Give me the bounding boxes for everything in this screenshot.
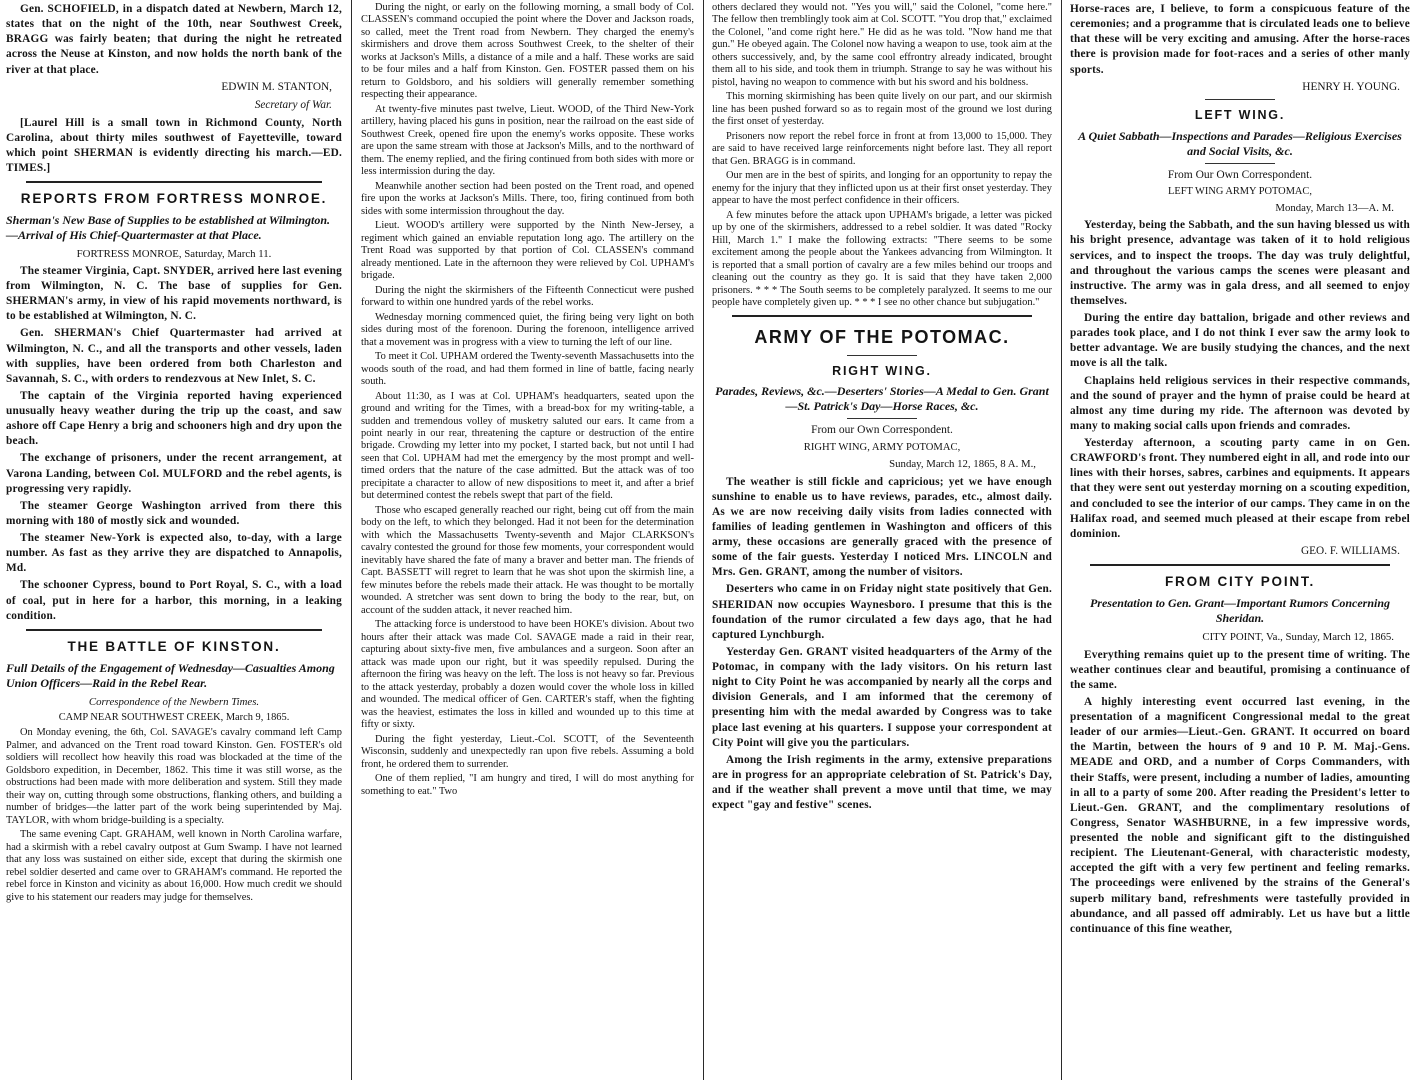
dateline-left-wing: LEFT WING ARMY POTOMAC,: [1168, 185, 1312, 197]
column-rule: [1061, 0, 1062, 1080]
headline-army-of-the-potomac: ARMY OF THE POTOMAC.: [754, 326, 1010, 347]
signature-title: Secretary of War.: [254, 98, 332, 111]
short-rule: [1205, 99, 1275, 100]
article-paragraph: During the fight yesterday, Lieut.-Col. SCOTT, of the Seventeenth Wisconsin, suddenly and unexpectedly ran upon five rebels. Assuming a bold front, he ordered them to surrender.: [361, 733, 694, 770]
short-rule: [1205, 163, 1275, 164]
article-paragraph: The captain of the Virginia reported having experienced unusually heavy weather during the trip up the coast, and saw ashore off Cape Henry a brig and schooners high and dry upon the beach.: [6, 389, 342, 448]
column-4: [1064, 0, 1416, 1080]
article-paragraph: Wednesday morning commenced quiet, the firing being very light on both sides during most of the forenoon. During the forenoon, intelligence arrived that a movement was in progress with a view to turning the left of our line.: [361, 311, 694, 348]
short-rule: [847, 418, 917, 419]
section-divider: [26, 629, 322, 631]
headline-right-wing: RIGHT WING.: [832, 363, 932, 378]
dateline-city-point: CITY POINT, Va., Sunday, March 12, 1865.: [1202, 631, 1394, 644]
article-paragraph: Deserters who came in on Friday night state positively that Gen. SHERIDAN now occupies Waynesboro. I presume that this is the foundation of the rumor circulated a few days ago, that he had captured Lynchburgh.: [712, 583, 1052, 641]
article-paragraph: The steamer George Washington arrived from there this morning with 180 of mostly sick and wounded.: [6, 499, 342, 527]
column-rule: [351, 0, 352, 1080]
article-paragraph: The weather is still fickle and capricious; yet we have enough sunshine to enable us to have reviews, parades, etc., almost daily. As we are now receiving daily visits from ladies connected with families of leading gentlemen in Washington and officers of this army, these occasions are generally graced with the presence of some of the fair guests. Yesterday I noticed Mrs. LINCOLN and Mrs. Gen. GRANT, among the number of visitors.: [712, 475, 1052, 579]
subhead-city-point: Presentation to Gen. Grant—Important Rumors Concerning Sheridan.: [1089, 596, 1391, 626]
column-rule: [703, 0, 704, 1080]
article-paragraph: Lieut. WOOD's artillery were supported by the Ninth New-Jersey, a regiment which gained an enviable reputation long ago. The artillery on the Trent Road was supported by that portion of Col. CLASSEN's command already mentioned. Late in the afternoon they were relieved by Col. UPHAM's brigade.: [361, 220, 694, 282]
headline-left-wing: LEFT WING.: [1194, 107, 1286, 122]
headline-fortress-monroe: REPORTS FROM FORTRESS MONROE.: [20, 191, 328, 207]
dateline-right-wing: RIGHT WING, ARMY POTOMAC,: [803, 441, 961, 453]
dateline-right-wing-date: Sunday, March 12, 1865, 8 A. M.,: [889, 458, 1036, 471]
article-paragraph: The same evening Capt. GRAHAM, well known in North Carolina warfare, had a skirmish with a rebel cavalry outpost at Gum Swamp. I have not learned that any loss was sustained on either side, except that during the skirmish one rebel soldier deserted and came over to GRAHAM's command. He reported the rebel force in Kinston and vicinity as about 16,000. How much credit we should give to his statement our readers may judge for themselves.: [6, 829, 342, 903]
article-paragraph: Meanwhile another section had been posted on the Trent road, and opened fire upon the works at Jackson's Mills. There, too, firing continued from both sides with some intermission throughout the day.: [361, 180, 694, 217]
subhead-fortress-monroe: Sherman's New Base of Supplies to be established at Wilmington.—Arrival of His Chief-Quartermaster at that Place.: [6, 213, 331, 243]
article-paragraph: During the entire day battalion, brigade and other reviews and parades took place, and I do not think I ever saw the army look to better advantage. We are busily studying the chances, and the next move is all the talk.: [1070, 312, 1410, 370]
signature-stanton: EDWIN M. STANTON,: [221, 80, 332, 93]
article-paragraph: During the night, or early on the following morning, a small body of Col. CLASSEN's command occupied the point where the Dover and Jackson roads, so called, meet the Trent road from Newbern. They charged the enemy's skirmishers and drove them across Southwest Creek, to the shelter of their works at Jackson's Mills, a distance of a mile and a half. These works are said to be four miles and a half from Kinston. Gen. FOSTER passed them on his return to Goldsboro, and his soldiers will generally remember something respecting their appearance.: [361, 2, 694, 101]
headline-from-city-point: FROM CITY POINT.: [1164, 574, 1316, 590]
article-paragraph: Yesterday afternoon, a scouting party came in on Gen. CRAWFORD's front. They numbered eight in all, and rode into our lines with their horses, sabres, carbines and equipments. It appears that they were sent out yesterday morning on a scouting expedition, and concluded to see the interior of our camps. They came in on the Halifax road, and seemed much pleased at their escape from rebel dominion.: [1070, 437, 1410, 540]
article-paragraph: The exchange of prisoners, under the recent arrangement, at Varona Landing, between Col. MULFORD and the rebel agents, is progressing very rapidly.: [6, 452, 342, 495]
column-3: [706, 0, 1058, 1080]
article-paragraph: Among the Irish regiments in the army, extensive preparations are in progress for an appropriate celebration of St. Patrick's Day, and if the weather shall prevent a move until that time, we may expect "gay and festive" scenes.: [712, 753, 1052, 812]
article-paragraph: Our men are in the best of spirits, and longing for an opportunity to repay the enemy for the injury that they inflicted upon us at their first onset yesterday. They appear to have the most perfect confidence in their officers.: [712, 170, 1052, 207]
signature-young: HENRY H. YOUNG.: [1302, 80, 1400, 93]
article-paragraph: Gen. SHERMAN's Chief Quartermaster had arrived at Wilmington, N. C., and all the transports and other vessels, laden with supplies, have been ordered from both Charleston and Savannah, S. C., with orders to rendezvous at New Inlet, S. C.: [6, 327, 342, 385]
article-paragraph: others declared they would not. "Yes you will," said the Colonel, "come here." The fellow then tremblingly took aim at Col. SCOTT. "You drop that," exclaimed the Colonel, "and come right here." He did as he was told. "Now hand me that gun." He obeyed again. The Colonel now having a weapon to use, took aim at the others successively, and, by the same cool effrontry already indicated, brought them all to his side, and took them in triumph. Strange to say he was without his pistol, having no weapon to commence with but his sword and his boldness.: [712, 2, 1052, 88]
editor-note: [Laurel Hill is a small town in Richmond County, North Carolina, about thirty miles southwest of Fayetteville, toward which point SHERMAN is evidently directing his march.—ED. TIMES.]: [6, 116, 342, 175]
short-rule: [847, 355, 917, 356]
subhead-left-wing: A Quiet Sabbath—Inspections and Parades—Religious Exercises and Social Visits, &c.: [1078, 128, 1402, 158]
dateline-kinston: CAMP NEAR SOUTHWEST CREEK, March 9, 1865.: [58, 712, 290, 724]
section-divider: [26, 181, 322, 183]
section-divider: [732, 315, 1031, 317]
article-paragraph: During the night the skirmishers of the Fifteenth Connecticut were pushed forward to within one hundred yards of the rebel works.: [361, 284, 694, 309]
article-paragraph: A few minutes before the attack upon UPHAM's brigade, a letter was picked up by one of the skirmishers, addressed to a rebel soldier. It was dated "Rocky Hill, March 1." I make the following extracts: "There seems to be some excitement among the people about the Yankees advancing from Wilmington. It is reported that a small portion of cavalry are a few miles behind our troops and cleaning out the country as they go. It is said that they have taken 2,000 prisoners. * * * The South seems to be completely paralyzed. It seems to me our people have completely given up. * * * I see no other chance but subjugation.": [712, 209, 1052, 309]
article-paragraph: A highly interesting event occurred last evening, in the presentation of a magnificent Congressional medal to the great leader of our armies—Lieut.-Gen. GRANT. It occurred on board the Martin, between the hours of 9 and 10 P. M. Maj.-Gens. MEADE and ORD, and a number of Corps Commanders, with their Staffs, were present, including a number of ladies, amounting in all to a party of some 200. After reading the President's letter to Lieut.-Gen. GRANT, and the complimentary resolutions of Congress, Senator WASHBURNE, in a few impressive words, presented the noble and significant gift to the distinguished recipient. The Lieutenant-General, with characteristic modesty, accepted the gift with a very few pertinent and feeling remarks. The proceedings were enlivened by the strains of the General's superb military band, refreshments were tastefully provided in abundance, and all passed off admirably. Let us have but a little continuance of this fine weather,: [1070, 695, 1410, 935]
article-paragraph: Yesterday Gen. GRANT visited headquarters of the Army of the Potomac, in company with the lady visitors. On his return last night to City Point he was accompanied by nearly all the corps and division Generals, and I am informed that the ceremony of presenting him with the medal awarded by Congress was to take place last evening at his quarters. I suppose your correspondent at City Point will give you the particulars.: [712, 645, 1052, 749]
dispatch-paragraph: Gen. SCHOFIELD, in a dispatch dated at Newbern, March 12, states that on the night of the 10th, near Southwest Creek, BRAGG was fairly beaten; that during the night he retreated across the Neuse at Kinston, and now holds the north bank of the river at that place.: [6, 3, 342, 76]
article-paragraph: Yesterday, being the Sabbath, and the sun having blessed us with his bright presence, advantage was taken of it to hold religious services, and to inspect the troops. The day was truly delightful, and throughout the various camps the scenes were pleasant and instructive. The army was in gala dress, and all seemed to enjoy themselves.: [1070, 219, 1410, 307]
correspondence-credit: Correspondence of the Newbern Times.: [88, 695, 260, 708]
article-paragraph: Prisoners now report the rebel force in front at from 13,000 to 15,000. They are said to have received large reinforcements night before last. They all report that Gen. BRAGG is in command.: [712, 130, 1052, 167]
section-divider: [1090, 564, 1389, 566]
article-paragraph: This morning skirmishing has been quite lively on our part, and our skirmish line has been pushed forward so as to regain most of the ground we lost during the first onset of yesterday.: [712, 91, 1052, 128]
column-1: [0, 0, 348, 1080]
signature-williams: GEO. F. WILLIAMS.: [1301, 544, 1400, 557]
dateline-left-wing-date: Monday, March 13—A. M.: [1275, 201, 1394, 214]
article-paragraph: The attacking force is understood to have been HOKE's division. About two hours after their attack was made Col. SAVAGE made a raid in their rear, capturing about sixty-five men, five ambulances and a surgeon. Soon after an attack was made upon our right, but it was speedily repulsed. During the afternoon the firing was heavy on the left. The loss is not heavy so far. Previous to the attack yesterday, probably a dozen would cover the whole loss in killed and wounded. The medical officer of Gen. CARTER's staff, when the fighting was the heaviest, estimates the loss in killed and wounded up to this time at fifty or sixty.: [361, 619, 694, 731]
article-paragraph: One of them replied, "I am hungry and tired, I will do most anything for something to eat." Two: [361, 773, 694, 797]
article-paragraph: Those who escaped generally reached our right, being cut off from the main body on the left, to which they belonged. Had it not been for the determination with which the Massachusetts Twenty-seventh and Major CLARKSON's cavalry contested the ground for those few moments, your correspondent would inevitably have shared the fate of many a braver and better man. The friends of Capt. BASSETT will regret to learn that he was shot upon the skirmish line, a few minutes before the rebels made their attack. He was thought to be mortally wounded. A stretcher was sent down to bring the body to the rear, but, on account of the sudden attack, it never reached him.: [361, 504, 694, 616]
correspondence-credit: From our Own Correspondent.: [811, 424, 953, 437]
dateline-fortress: FORTRESS MONROE, Saturday, March 11.: [76, 248, 272, 261]
article-paragraph: The steamer Virginia, Capt. SNYDER, arrived here last evening from Wilmington, N. C. The base of supplies for Gen. SHERMAN's army, in view of his rapid movements northward, is to be established at Wilmington, N. C.: [6, 264, 342, 323]
subhead-right-wing: Parades, Reviews, &c.—Deserters' Stories—A Medal to Gen. Grant—St. Patrick's Day—Horse Races, &c.: [715, 384, 1049, 414]
article-paragraph: Horse-races are, I believe, to form a conspicuous feature of the ceremonies; and a programme that is circulated leads one to believe that these will be very exciting and amusing. After the horse-races there is provision made for foot-races and a series of other manly sports.: [1070, 3, 1410, 76]
correspondence-credit: From Our Own Correspondent.: [1167, 168, 1313, 181]
column-2: [355, 0, 700, 1080]
article-paragraph: To meet it Col. UPHAM ordered the Twenty-seventh Massachusetts into the woods south of the road, and had them formed in line of battle, facing nearly south.: [361, 351, 694, 388]
article-paragraph: Everything remains quiet up to the present time of writing. The weather continues clear and beautiful, promising a continuance of the same.: [1070, 648, 1410, 691]
article-paragraph: On Monday evening, the 6th, Col. SAVAGE's cavalry command left Camp Palmer, and advanced on the Trent road toward Kinston. Gen. FOSTER's old soldiers will recollect how heavily this road was blockaded at the time of the Goldsboro expedition, in December, 1862. This time it was still worse, as the obstructions had been made with more deliberation and system. Still they made their way on, cutting through some obstructions, flanking others, and building a number of bridges—the latter part of the work being superintended by Maj. TAYLOR, with whom bridge-building is a specialty.: [6, 727, 342, 826]
headline-battle-of-kinston: THE BATTLE OF KINSTON.: [67, 638, 281, 654]
article-paragraph: The steamer New-York is expected also, to-day, with a large number. As fast as they arrive they are dispatched to Annapolis, Md.: [6, 532, 342, 575]
article-paragraph: At twenty-five minutes past twelve, Lieut. WOOD, of the Third New-York artillery, having placed his guns in position, near the railroad on the east side of Southwest Creek, opened fire upon the enemy's works opposite. These works are upon the same stream with those at Jackson's Mills, and to the northward of them. The enemy replied, and the firing continued from both sides with more or less intermission during the day.: [361, 103, 694, 178]
article-paragraph: About 11:30, as I was at Col. UPHAM's headquarters, seated upon the ground and writing for the Times, with a bread-box for my writing-table, a sudden and tremendous volley of musketry saluted our ears. It came from a point nearly in our rear, threatening the capture or destruction of the entire brigade. Crowding my letter into my pocket, I started back, but not until I had seen that Col. UPHAM had met the emergency by the most prompt and well-timed orders that the nature of the case admitted. But the attack was of too precipitate a character to allow of new dispositions to meet it, and after a brief but determined contest the rebels swept that part of the field.: [361, 390, 694, 502]
article-paragraph: The schooner Cypress, bound to Port Royal, S. C., with a load of coal, put in here for a harbor, this morning, in a leaking condition.: [6, 579, 342, 622]
article-paragraph: Chaplains held religious services in their respective commands, and the sound of prayer and the hymn of praise could be heard at almost any time during my ride. The afternoon was devoted by many to making social calls upon friends and comrades.: [1070, 374, 1410, 432]
subhead-kinston: Full Details of the Engagement of Wednesday—Casualties Among Union Officers—Raid in the Rebel Rear.: [6, 660, 335, 690]
